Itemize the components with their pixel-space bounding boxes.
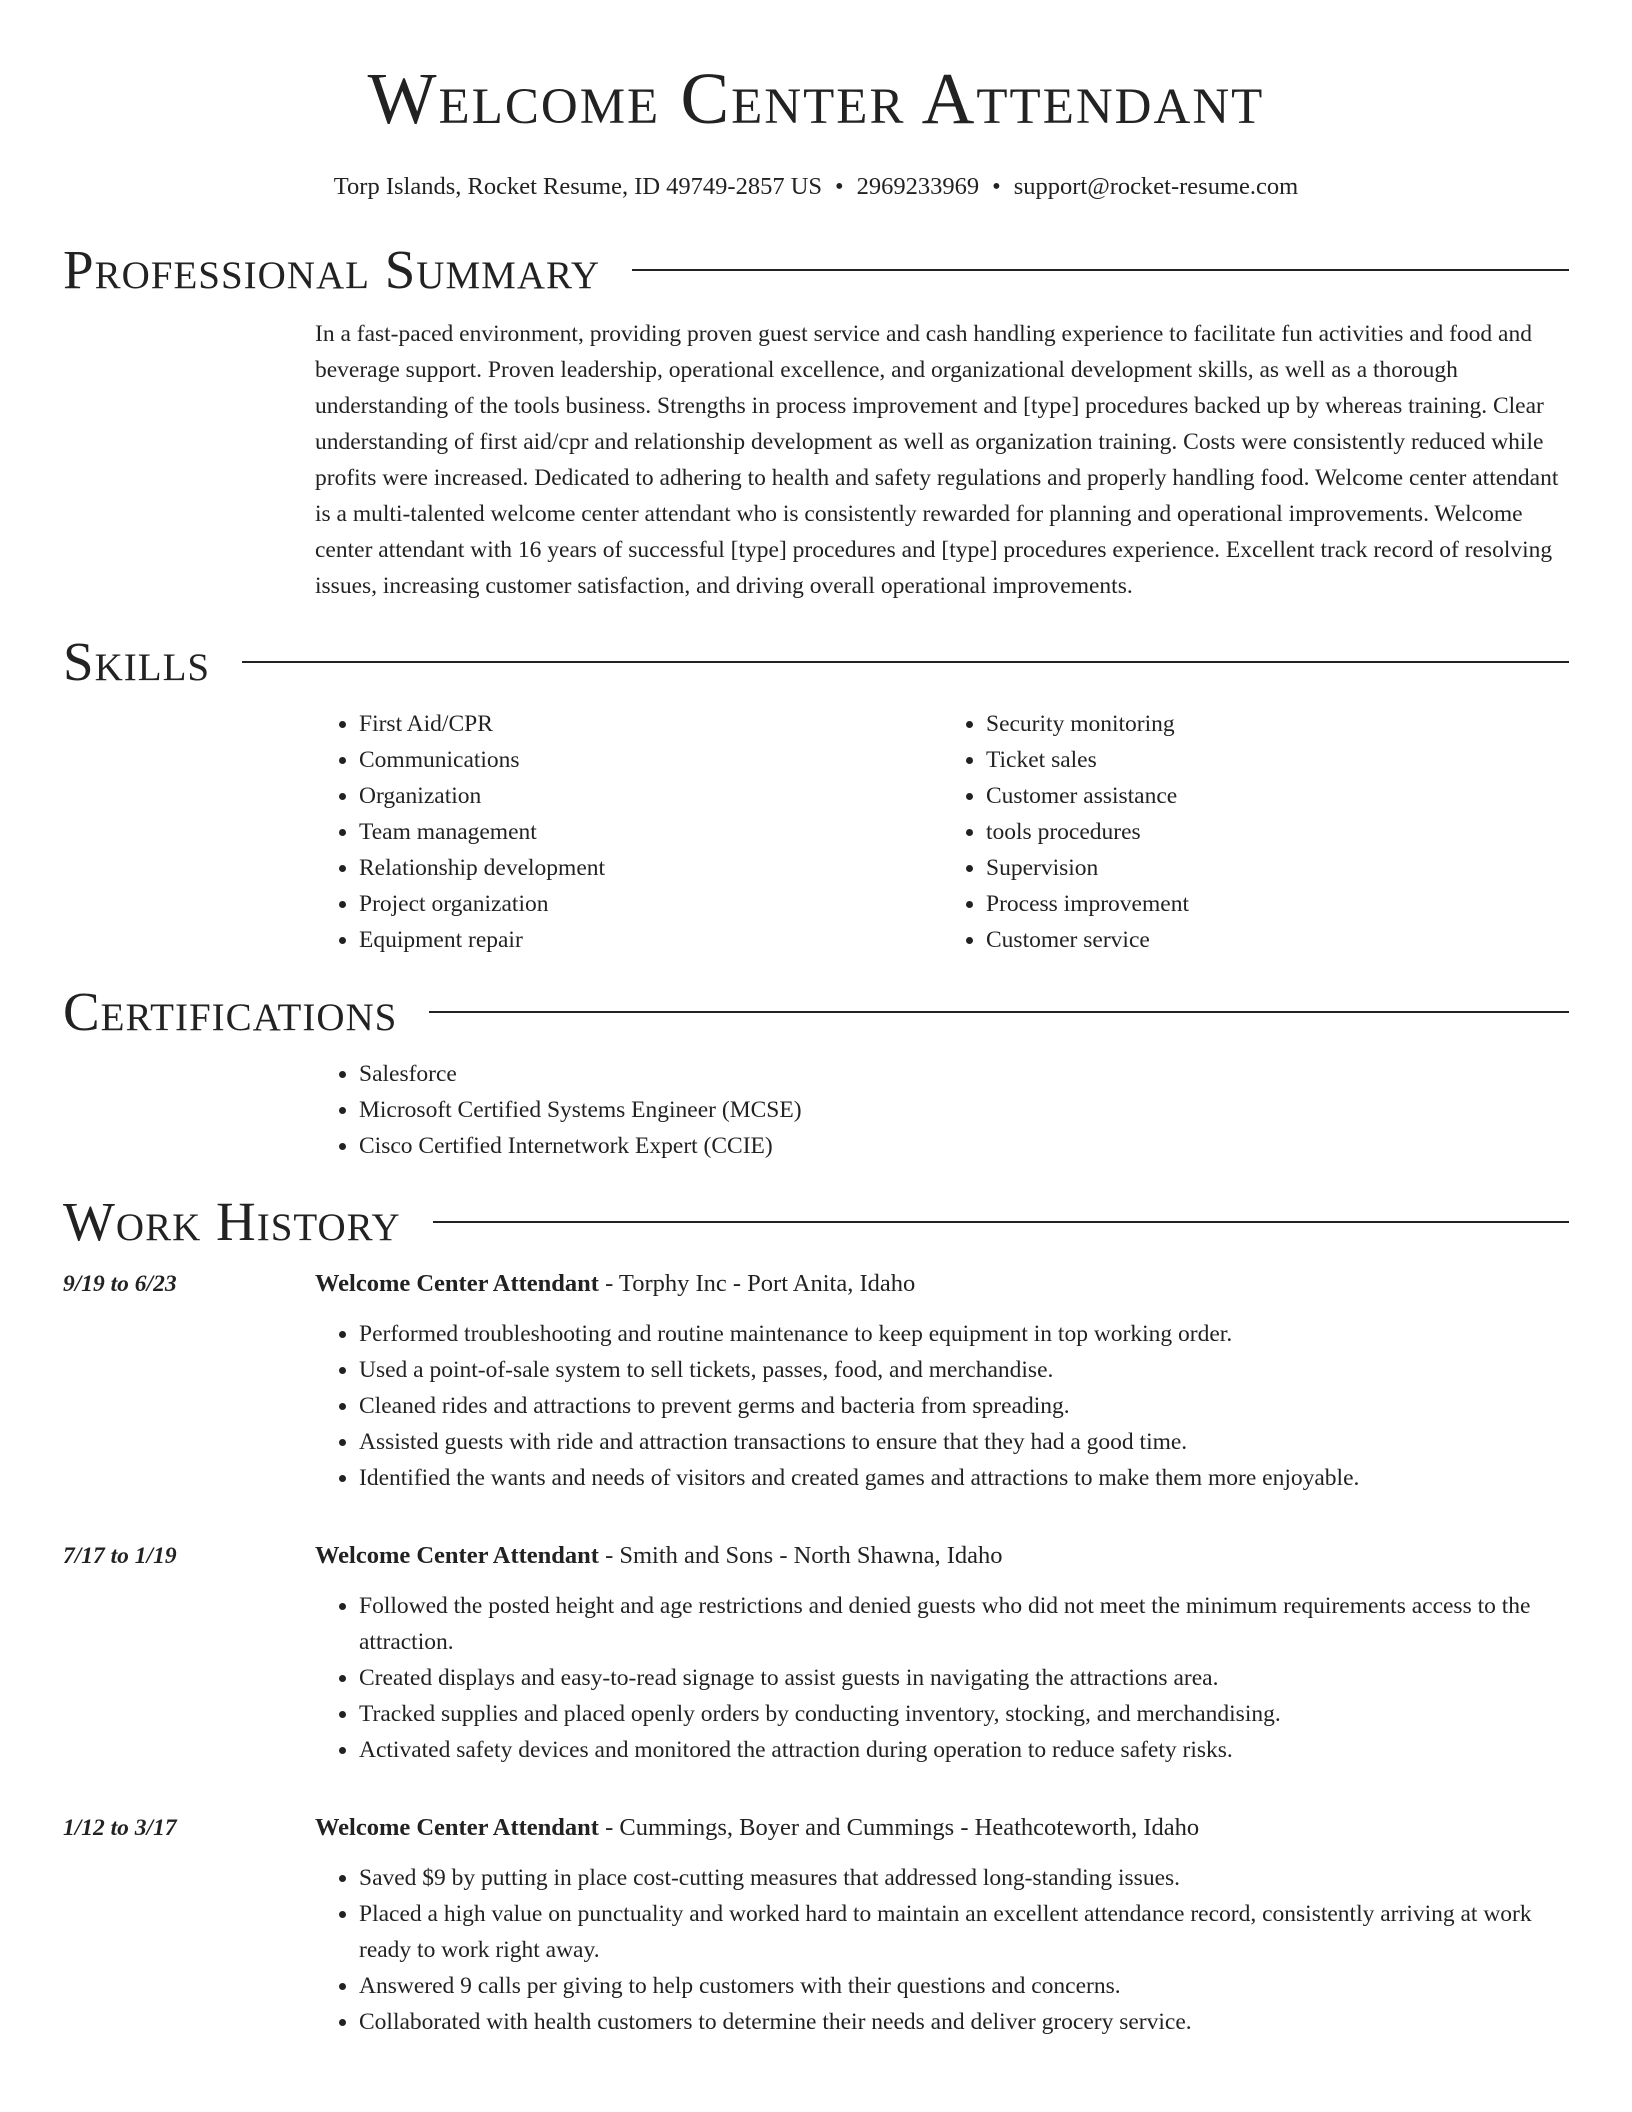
certification-item: • Salesforce	[359, 1056, 1569, 1092]
job-bullets	[315, 1588, 1569, 1768]
skill-item: • Security monitoring	[986, 706, 1569, 742]
summary-section	[63, 238, 1569, 604]
job-heading	[315, 1538, 1569, 1574]
section-heading	[63, 980, 1569, 1042]
job-bullet: • Placed a high value on punctuality and worked hard to maintain an excellent attendance record, consistently arriving at work ready to work right away.	[359, 1896, 1569, 1968]
contact-line	[0, 173, 1632, 201]
skill-item: • Team management	[359, 814, 942, 850]
job-title: Welcome Center Attendant	[315, 1814, 599, 1841]
skill-item: • Project organization	[359, 886, 942, 922]
summary-text: In a fast-paced environment, providing proven guest service and cash handling experience to facilitate fun activities and food and beverage support. Proven leadership, operational excellence, and organizational development skills, as well as a thorough understanding of the tools business. Strengths in process improvement and [type] procedures backed up by whereas training. Clear understanding of first aid/cpr and relationship development as well as organization training. Costs were consistently reduced while profits were increased. Dedicated to adhering to health and safety regulations and properly handling food. Welcome center attendant is a multi-talented welcome center attendant who is consistently rewarded for planning and operational improvements. Welcome center attendant with 16 years of successful [type] procedures and [type] procedures experience. Excellent track record of resolving issues, increasing customer satisfaction, and driving overall operational improvements.	[315, 321, 1559, 599]
job-bullets	[315, 1316, 1569, 1496]
job-bullets	[315, 1860, 1569, 2040]
job-bullet: • Answered 9 calls per giving to help customers with their questions and concerns.	[359, 1968, 1569, 2004]
section-divider	[433, 1221, 1569, 1223]
certifications-list	[315, 1056, 1569, 1164]
section-title: Work History	[63, 1190, 401, 1252]
job-bullet: • Followed the posted height and age restrictions and denied guests who did not meet the minimum requirements access to the attraction.	[359, 1588, 1569, 1660]
job-dates: 1/12 to 3/17	[63, 1815, 177, 1841]
contact-phone: 2969233969	[856, 173, 980, 200]
skills-list-left	[315, 706, 942, 958]
skill-item: • Equipment repair	[359, 922, 942, 958]
resume-header	[0, 0, 1632, 201]
job-bullet: • Created displays and easy-to-read signage to assist guests in navigating the attractions area.	[359, 1660, 1569, 1696]
job-dates: 7/17 to 1/19	[63, 1543, 177, 1569]
job-bullet: • Tracked supplies and placed openly orders by conducting inventory, stocking, and merchandising.	[359, 1696, 1569, 1732]
job-title: Welcome Center Attendant	[315, 1542, 599, 1569]
skill-item: • Supervision	[986, 850, 1569, 886]
job-company: - Cummings, Boyer and Cummings - Heathcoteworth, Idaho	[598, 1814, 1200, 1841]
certifications-section	[63, 980, 1569, 1164]
job-bullet: • Used a point-of-sale system to sell tickets, passes, food, and merchandise.	[359, 1352, 1569, 1388]
section-heading	[63, 1190, 1569, 1252]
section-title: Certifications	[63, 980, 398, 1042]
section-divider	[632, 269, 1569, 271]
contact-separator: •	[835, 173, 844, 200]
skills-list-right	[942, 706, 1569, 958]
job-bullet: • Assisted guests with ride and attraction transactions to ensure that they had a good time.	[359, 1424, 1569, 1460]
job-bullet: • Performed troubleshooting and routine maintenance to keep equipment in top working order.	[359, 1316, 1569, 1352]
skill-item: • First Aid/CPR	[359, 706, 942, 742]
section-heading	[63, 630, 1569, 692]
job-bullet: • Cleaned rides and attractions to prevent germs and bacteria from spreading.	[359, 1388, 1569, 1424]
contact-separator: •	[992, 173, 1001, 200]
skill-item: • Relationship development	[359, 850, 942, 886]
certification-item: • Cisco Certified Internetwork Expert (CCIE)	[359, 1128, 1569, 1164]
skills-grid	[315, 706, 1569, 958]
job-heading	[315, 1266, 1569, 1302]
contact-address: Torp Islands, Rocket Resume, ID 49749-2857 US	[333, 173, 823, 200]
section-title: Skills	[63, 630, 211, 692]
certification-item: • Microsoft Certified Systems Engineer (MCSE)	[359, 1092, 1569, 1128]
job-entry	[63, 1538, 1569, 1768]
job-title: Welcome Center Attendant	[315, 1270, 599, 1297]
section-divider	[242, 661, 1569, 663]
job-dates: 9/19 to 6/23	[63, 1271, 177, 1297]
job-bullet: • Saved $9 by putting in place cost-cutting measures that addressed long-standing issues.	[359, 1860, 1569, 1896]
job-heading	[315, 1810, 1569, 1846]
skill-item: • Process improvement	[986, 886, 1569, 922]
skill-item: • Customer assistance	[986, 778, 1569, 814]
job-bullet: • Activated safety devices and monitored the attraction during operation to reduce safety risks.	[359, 1732, 1569, 1768]
job-bullet: • Identified the wants and needs of visitors and created games and attractions to make them more enjoyable.	[359, 1460, 1569, 1496]
work-history-section	[63, 1190, 1569, 2040]
section-title: Professional Summary	[63, 238, 601, 300]
skill-item: • Communications	[359, 742, 942, 778]
contact-email: support@rocket-resume.com	[1013, 173, 1299, 200]
job-bullet: • Collaborated with health customers to determine their needs and deliver grocery service.	[359, 2004, 1569, 2040]
job-company: - Smith and Sons - North Shawna, Idaho	[598, 1542, 1003, 1569]
job-entry	[63, 1810, 1569, 2040]
candidate-name: Welcome Center Attendant	[367, 58, 1265, 139]
job-company: - Torphy Inc - Port Anita, Idaho	[598, 1270, 916, 1297]
skills-section	[63, 630, 1569, 958]
section-heading	[63, 238, 1569, 300]
job-entry	[63, 1266, 1569, 1496]
skill-item: • Ticket sales	[986, 742, 1569, 778]
skill-item: • Organization	[359, 778, 942, 814]
section-divider	[429, 1011, 1569, 1013]
skill-item: • Customer service	[986, 922, 1569, 958]
skill-item: • tools procedures	[986, 814, 1569, 850]
